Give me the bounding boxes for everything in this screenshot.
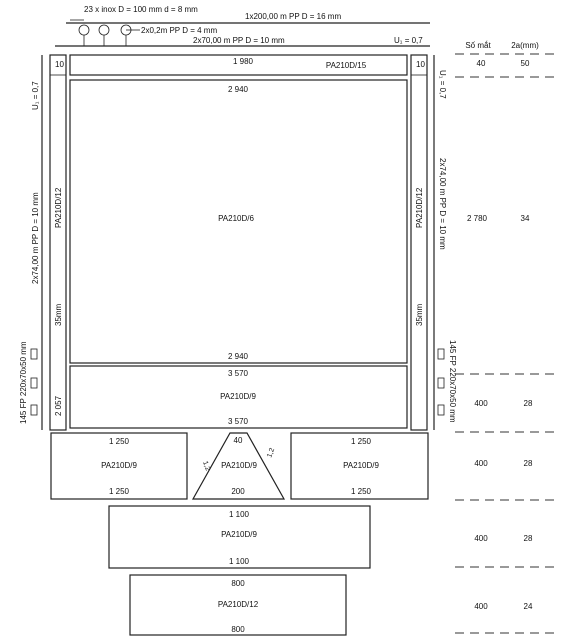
table-header-mesh-count: Số mắt <box>465 41 491 50</box>
row-4-mesh-size: 28 <box>523 459 533 468</box>
panel-2-material: PA210D/6 <box>218 214 254 223</box>
spec-table <box>455 41 556 633</box>
floats-label: 23 x inox D = 100 mm d = 8 mm <box>84 5 198 14</box>
panel-1-material: PA210D/15 <box>325 61 367 70</box>
sinker-icon <box>31 349 37 359</box>
panel-4-right-bottom-count: 1 250 <box>350 487 372 496</box>
panel-6-bottom-count: 800 <box>231 625 245 634</box>
row-6-mesh-size: 24 <box>523 602 533 611</box>
left-bottom-count: 2 057 <box>54 395 63 416</box>
panel-4-left-material: PA210D/9 <box>101 461 137 470</box>
left-u-label: U₁ = 0,7 <box>31 81 40 110</box>
panel-4-right-top-count: 1 250 <box>350 437 372 446</box>
left-mesh-label: 35mm <box>54 303 63 326</box>
right-u-label: U₁ = 0,7 <box>438 70 447 99</box>
side-count-label: 10 <box>416 60 425 69</box>
row-1-mesh-count: 40 <box>476 59 486 68</box>
sinker-icon <box>31 405 37 415</box>
sinker-icon <box>438 378 444 388</box>
main-panels <box>51 55 428 635</box>
left-twine-label: PA210D/12 <box>54 187 63 228</box>
u-top-label: U₁ = 0,7 <box>394 36 423 45</box>
row-5-mesh-count: 400 <box>474 534 488 543</box>
row-3-mesh-count: 400 <box>474 399 488 408</box>
top-rigging <box>55 5 430 46</box>
panel-5-bottom-count: 1 100 <box>228 557 250 566</box>
float-icon <box>99 25 109 35</box>
sinker-icon <box>438 349 444 359</box>
left-rope-label: 2x74,00 m PP D = 10 mm <box>31 192 40 284</box>
panel-3-material: PA210D/9 <box>220 392 256 401</box>
panel-4-cut-right: 1,2 <box>266 447 277 459</box>
panel-4-left-bottom-count: 1 250 <box>108 487 130 496</box>
row-2-mesh-count: 2 780 <box>466 214 488 223</box>
panel-2-bottom-count: 2 940 <box>227 352 249 361</box>
left-side-strip <box>50 55 66 430</box>
headrope-label: 1x200,00 m PP D = 16 mm <box>245 12 342 21</box>
panel-4-cut-left: 1,2 <box>201 460 212 472</box>
right-side-strip <box>411 55 427 430</box>
row-1-mesh-size: 50 <box>520 59 530 68</box>
upper-rope-label: 2x70,00 m PP D = 10 mm <box>193 36 285 45</box>
sinker-icon <box>438 405 444 415</box>
float-icon <box>79 25 89 35</box>
right-rope-label: 2x74,00 m PP D = 10 mm <box>438 158 447 250</box>
bridle-label: 2x0,2m PP D = 4 mm <box>141 26 218 35</box>
sinker-icon <box>31 378 37 388</box>
panel-4-right-material: PA210D/9 <box>343 461 379 470</box>
panel-1-top-count: 1 980 <box>232 57 254 66</box>
right-twine-label: PA210D/12 <box>415 187 424 228</box>
row-3-mesh-size: 28 <box>523 399 533 408</box>
panel-6-material: PA210D/12 <box>217 600 259 609</box>
row-5-mesh-size: 28 <box>523 534 533 543</box>
panel-4-middle-material: PA210D/9 <box>221 461 257 470</box>
panel-5-material: PA210D/9 <box>221 530 257 539</box>
panel-4-left-top-count: 1 250 <box>108 437 130 446</box>
row-2-mesh-size: 34 <box>520 214 530 223</box>
right-sinker-label: 145 FP 220x70x50 mm <box>448 340 457 423</box>
row-6-mesh-count: 400 <box>474 602 488 611</box>
table-header-mesh-size: 2a(mm) <box>511 41 539 50</box>
right-mesh-label: 35mm <box>415 303 424 326</box>
panel-5-top-count: 1 100 <box>228 510 250 519</box>
panel-4-middle-top-count: 40 <box>233 436 243 445</box>
side-count-label: 10 <box>55 60 64 69</box>
row-4-mesh-count: 400 <box>474 459 488 468</box>
panel-6-top-count: 800 <box>231 579 245 588</box>
panel-3-top-count: 3 570 <box>227 369 249 378</box>
panel-3-bottom-count: 3 570 <box>227 417 249 426</box>
left-sinker-label: 145 FP 220x70x50 mm <box>19 341 28 424</box>
panel-4-middle-bottom-count: 200 <box>231 487 245 496</box>
panel-2-top-count: 2 940 <box>227 85 249 94</box>
